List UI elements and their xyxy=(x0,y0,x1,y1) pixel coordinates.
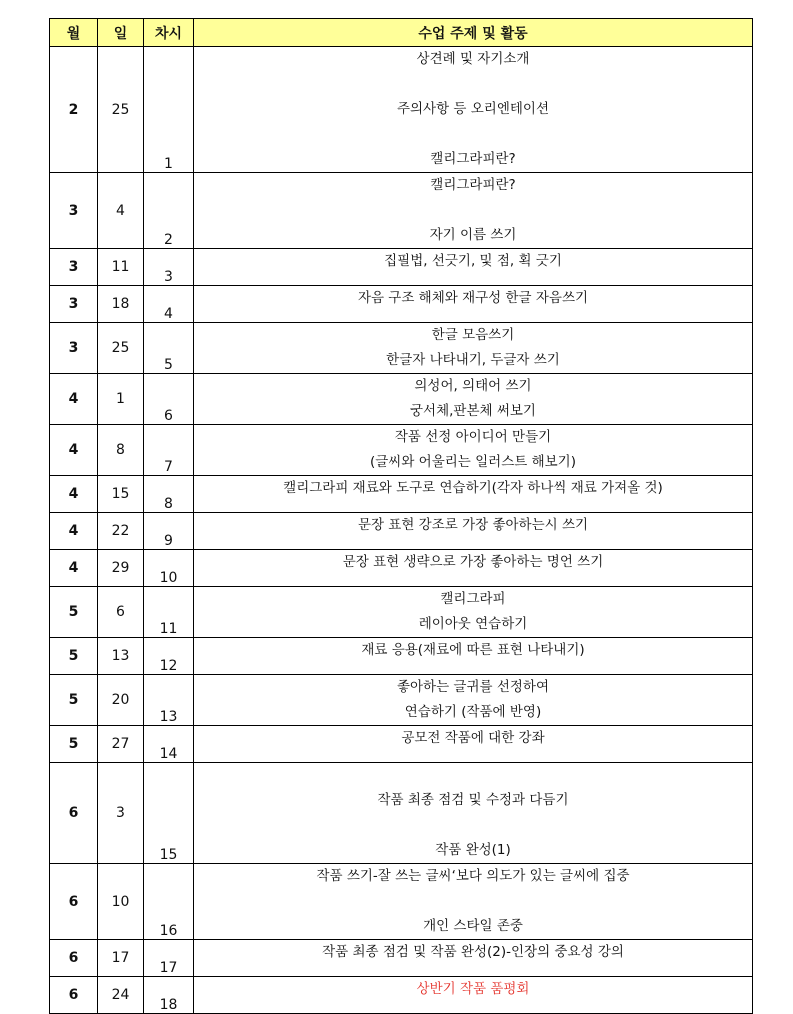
schedule-body xyxy=(50,47,753,1014)
table-row xyxy=(50,513,753,550)
day-cell: 25 xyxy=(98,323,144,374)
lesson-schedule-table xyxy=(49,18,753,1014)
table-row xyxy=(50,173,753,249)
topic-cell xyxy=(194,286,753,323)
topic-cell xyxy=(194,425,753,476)
table-row xyxy=(50,977,753,1014)
month-cell: 4 xyxy=(50,476,98,513)
day-cell: 10 xyxy=(98,864,144,940)
day-cell: 25 xyxy=(98,47,144,173)
day-cell: 29 xyxy=(98,550,144,587)
session-cell: 1 xyxy=(144,47,194,173)
table-row xyxy=(50,249,753,286)
topic-line xyxy=(194,122,752,147)
month-cell: 6 xyxy=(50,763,98,864)
month-cell: 5 xyxy=(50,587,98,638)
day-cell: 24 xyxy=(98,977,144,1014)
topic-line: 궁서체,판본체 써보기 xyxy=(410,403,536,419)
month-cell: 5 xyxy=(50,726,98,763)
topic-line: 한글 모음쓰기 xyxy=(431,327,515,343)
table-row xyxy=(50,763,753,864)
topic-line: 자기 이름 쓰기 xyxy=(429,227,517,243)
table-row xyxy=(50,286,753,323)
day-cell: 13 xyxy=(98,638,144,675)
day-cell: 3 xyxy=(98,763,144,864)
topic-line: 재료 응용(재료에 따른 표현 나타내기) xyxy=(361,642,585,658)
topic-line xyxy=(194,889,752,914)
topic-cell xyxy=(194,249,753,286)
session-cell: 13 xyxy=(144,675,194,726)
topic-line: 캘리그라피란? xyxy=(430,151,516,167)
table-row xyxy=(50,374,753,425)
session-cell: 16 xyxy=(144,864,194,940)
session-cell: 7 xyxy=(144,425,194,476)
topic-cell xyxy=(194,864,753,940)
topic-cell xyxy=(194,763,753,864)
header-topic: 수업 주제 및 활동 xyxy=(194,19,753,47)
month-cell: 6 xyxy=(50,864,98,940)
session-cell: 9 xyxy=(144,513,194,550)
topic-cell xyxy=(194,513,753,550)
topic-line: 자음 구조 해체와 재구성 한글 자음쓰기 xyxy=(357,290,589,306)
day-cell: 20 xyxy=(98,675,144,726)
session-cell: 8 xyxy=(144,476,194,513)
topic-cell xyxy=(194,374,753,425)
topic-line: (글씨와 어울리는 일러스트 해보기) xyxy=(370,454,576,470)
topic-cell xyxy=(194,323,753,374)
session-cell: 18 xyxy=(144,977,194,1014)
header-month: 월 xyxy=(50,19,98,47)
month-cell: 4 xyxy=(50,374,98,425)
header-session: 차시 xyxy=(144,19,194,47)
session-cell: 11 xyxy=(144,587,194,638)
day-cell: 27 xyxy=(98,726,144,763)
topic-line: 레이아웃 연습하기 xyxy=(418,616,528,632)
topic-cell xyxy=(194,940,753,977)
topic-line: 집필법, 선긋기, 및 점, 획 긋기 xyxy=(384,253,562,269)
day-cell: 4 xyxy=(98,173,144,249)
session-cell: 3 xyxy=(144,249,194,286)
topic-line: 의성어, 의태어 쓰기 xyxy=(414,378,532,394)
day-cell: 22 xyxy=(98,513,144,550)
table-row xyxy=(50,550,753,587)
month-cell: 3 xyxy=(50,323,98,374)
topic-line xyxy=(194,72,752,97)
month-cell: 4 xyxy=(50,513,98,550)
topic-cell xyxy=(194,47,753,173)
table-row xyxy=(50,864,753,940)
topic-line: 연습하기 (작품에 반영) xyxy=(404,704,542,720)
table-row xyxy=(50,726,753,763)
topic-line: 공모전 작품에 대한 강좌 xyxy=(401,730,545,746)
topic-cell xyxy=(194,675,753,726)
table-row xyxy=(50,425,753,476)
day-cell: 15 xyxy=(98,476,144,513)
day-cell: 18 xyxy=(98,286,144,323)
session-cell: 17 xyxy=(144,940,194,977)
topic-cell xyxy=(194,638,753,675)
topic-cell xyxy=(194,726,753,763)
day-cell: 1 xyxy=(98,374,144,425)
topic-line: 작품 쓰기-잘 쓰는 글씨‘보다 의도가 있는 글씨에 집중 xyxy=(316,868,630,884)
table-row xyxy=(50,47,753,173)
topic-line: 캘리그라피란? xyxy=(430,177,516,193)
topic-line: 작품 최종 점검 및 작품 완성(2)-인장의 중요성 강의 xyxy=(322,944,624,960)
table-row xyxy=(50,476,753,513)
topic-cell xyxy=(194,977,753,1014)
topic-line xyxy=(194,813,752,838)
topic-line: 문장 표현 생략으로 가장 좋아하는 명언 쓰기 xyxy=(342,554,604,570)
topic-line: 좋아하는 글귀를 선정하여 xyxy=(396,679,550,695)
topic-line: 한글자 나타내기, 두글자 쓰기 xyxy=(386,352,560,368)
day-cell: 11 xyxy=(98,249,144,286)
table-row xyxy=(50,940,753,977)
month-cell: 2 xyxy=(50,47,98,173)
session-cell: 5 xyxy=(144,323,194,374)
table-row xyxy=(50,587,753,638)
topic-cell xyxy=(194,476,753,513)
month-cell: 3 xyxy=(50,173,98,249)
month-cell: 3 xyxy=(50,286,98,323)
month-cell: 5 xyxy=(50,638,98,675)
topic-line: 작품 최종 점검 및 수정과 다듬기 xyxy=(377,792,569,808)
topic-line xyxy=(194,763,752,788)
day-cell: 6 xyxy=(98,587,144,638)
topic-line: 작품 선정 아이디어 만들기 xyxy=(394,429,552,445)
session-cell: 12 xyxy=(144,638,194,675)
month-cell: 3 xyxy=(50,249,98,286)
header-row xyxy=(50,19,753,47)
table-row xyxy=(50,323,753,374)
topic-cell xyxy=(194,550,753,587)
header-day: 일 xyxy=(98,19,144,47)
month-cell: 6 xyxy=(50,977,98,1014)
table-row xyxy=(50,675,753,726)
session-cell: 14 xyxy=(144,726,194,763)
day-cell: 17 xyxy=(98,940,144,977)
month-cell: 4 xyxy=(50,550,98,587)
topic-cell xyxy=(194,587,753,638)
topic-cell xyxy=(194,173,753,249)
topic-line: 주의사항 등 오리엔테이션 xyxy=(396,101,550,117)
month-cell: 4 xyxy=(50,425,98,476)
session-cell: 6 xyxy=(144,374,194,425)
topic-line: 작품 완성(1) xyxy=(435,842,511,858)
month-cell: 6 xyxy=(50,940,98,977)
topic-line xyxy=(194,198,752,223)
session-cell: 15 xyxy=(144,763,194,864)
session-cell: 10 xyxy=(144,550,194,587)
month-cell: 5 xyxy=(50,675,98,726)
session-cell: 4 xyxy=(144,286,194,323)
topic-line: 캘리그라피 재료와 도구로 연습하기(각자 하나씩 재료 가져올 것) xyxy=(283,480,663,496)
topic-line: 캘리그라피 xyxy=(440,591,506,607)
table-row xyxy=(50,638,753,675)
topic-line: 상반기 작품 품평회 xyxy=(416,981,530,997)
session-cell: 2 xyxy=(144,173,194,249)
topic-line: 상견례 및 자기소개 xyxy=(416,51,530,67)
topic-line: 문장 표현 강조로 가장 좋아하는시 쓰기 xyxy=(357,517,589,533)
day-cell: 8 xyxy=(98,425,144,476)
topic-line: 개인 스타일 존중 xyxy=(423,918,523,934)
